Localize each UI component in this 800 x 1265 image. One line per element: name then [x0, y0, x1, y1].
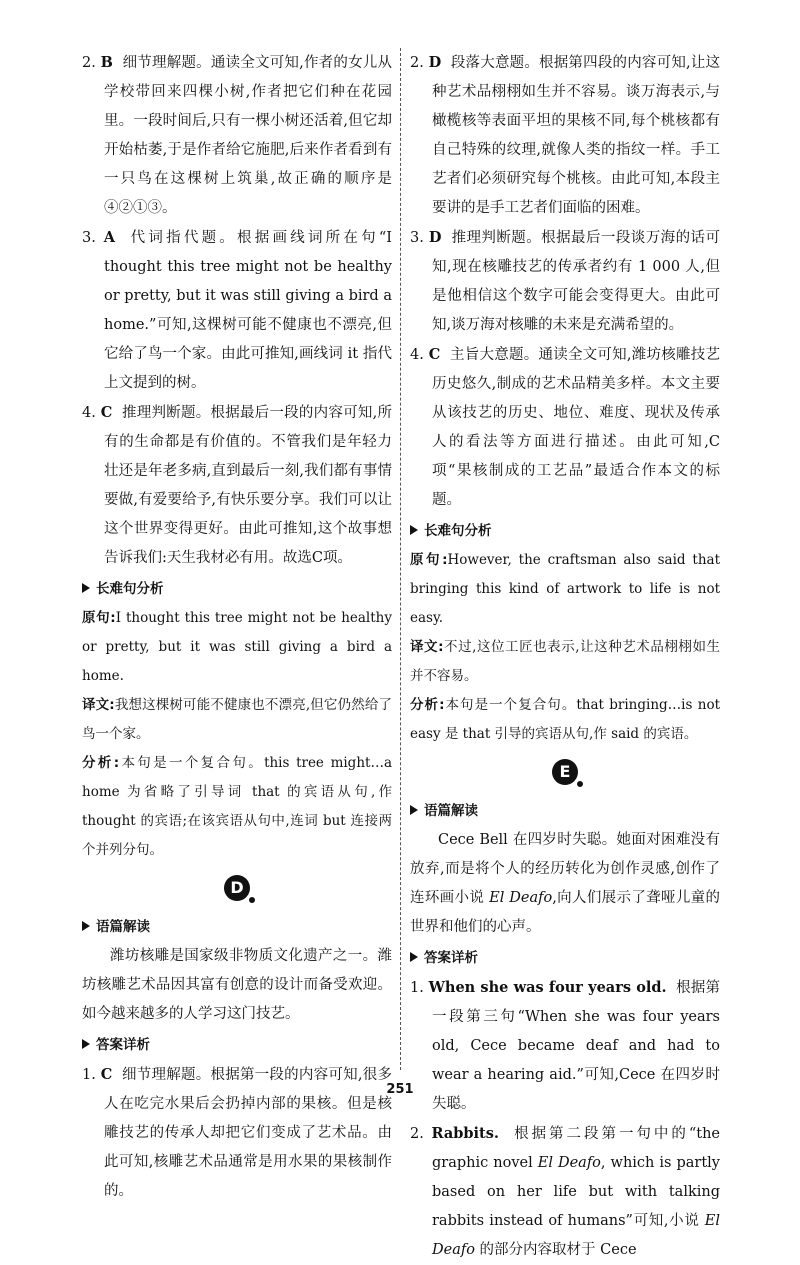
original-sentence: 原句:However, the craftsman also said that bringing this kind of artwork to life is not easy.: [410, 552, 720, 626]
answer-item: 1. C 细节理解题。根据第一段的内容可知,很多人在吃完水果后会扔掉内部的果核。但是核雕技艺的传承人却把它们变成了艺术品。由此可知,核雕艺术品通常是用水果的果核制作的。: [82, 1066, 393, 1199]
translation: 译文:不过,这位工匠也表示,让这种艺术品栩栩如生并不容易。: [410, 639, 720, 684]
column-divider: [400, 48, 401, 1070]
triangle-bullet-icon: [82, 1039, 90, 1049]
answer-item: 3. A 代词指代题。根据画线词所在句“I thought this tree might not be healthy or pretty, but it was still giving a bird a home.”可知,这棵树可能不健康也不漂亮,但它给了鸟一个家。由此可推知,画线词 it 指代上文提到的树。: [82, 229, 393, 391]
section-heading: 语篇解读: [82, 913, 392, 942]
triangle-bullet-icon: [410, 952, 418, 962]
sentence-analysis: 分析:本句是一个复合句。that bringing…is not easy 是 that 引导的宾语从句,作 said 的宾语。: [410, 697, 720, 742]
answer-item: 2. B 细节理解题。通读全文可知,作者的女儿从学校带回来四棵小树,作者把它们种在花园里。一段时间后,只有一棵小树还活着,但它却开始枯萎,于是作者给它施肥,后来作者看到有一只鸟在这棵树上筑巢,故正确的顺序是④②①③。: [82, 54, 393, 216]
passage-marker: [410, 749, 720, 795]
answer-item: 1. When she was four years old. 根据第一段第三句“When she was four years old, Cece became deaf and had to wear a hearing aid.”可知,Cece 在四岁时失聪。: [410, 979, 720, 1112]
answer-item: 2. D 段落大意题。根据第四段的内容可知,让这种艺术品栩栩如生并不容易。谈万海表示,与橄榄核等表面平坦的果核不同,每个桃核都有自己特殊的纹理,就像人类的指纹一样。手工艺者们必须研究每个桃核。由此可知,本段主要讲的是手工艺者们面临的困难。: [410, 54, 721, 216]
answer-item: 3. D 推理判断题。根据最后一段谈万海的话可知,现在核雕技艺的传承者约有 1 000 人,但是他相信这个数字可能会变得更大。由此可知,谈万海对核雕的未来是充满希望的。: [410, 229, 720, 333]
triangle-bullet-icon: [410, 525, 418, 535]
passage-badge-d: D: [224, 875, 250, 901]
section-heading: 长难句分析: [410, 517, 720, 546]
answer-item: 4. C 主旨大意题。通读全文可知,潍坊核雕技艺历史悠久,制成的艺术品精美多样。本文主要从该技艺的历史、地位、难度、现状及传承人的看法等方面进行描述。由此可知,C 项“果核制成的工艺品”最适合作本文的标题。: [410, 346, 721, 508]
original-sentence: 原句:I thought this tree might not be healthy or pretty, but it was still giving a bird a home.: [82, 610, 392, 684]
answer-item: 2. Rabbits. 根据第二段第一句中的“the graphic novel El Deafo, which is partly based on her life but with talking rabbits instead of humans”可知,小说 El Deafo 的部分内容取材于 Cece: [410, 1125, 720, 1258]
left-column: [82, 48, 392, 1206]
triangle-bullet-icon: [410, 805, 418, 815]
section-heading: 答案详析: [82, 1031, 392, 1060]
section-heading: 答案详析: [410, 944, 720, 973]
passage-marker: [82, 865, 392, 911]
sentence-analysis: 分析:本句是一个复合句。this tree might…a home 为省略了引导词 that 的宾语从句,作 thought 的宾语;在该宾语从句中,连词 but 连接两个并列分句。: [82, 755, 392, 858]
passage-badge-e: E: [552, 759, 578, 785]
page-number: 251: [386, 1082, 414, 1097]
section-heading: 语篇解读: [410, 797, 720, 826]
passage-summary: 潍坊核雕是国家级非物质文化遗产之一。潍坊核雕艺术品因其富有创意的设计而备受欢迎。如今越来越多的人学习这门技艺。: [82, 948, 392, 1022]
section-heading: 长难句分析: [82, 575, 392, 604]
translation: 译文:我想这棵树可能不健康也不漂亮,但它仍然给了鸟一个家。: [82, 697, 392, 742]
passage-summary: Cece Bell 在四岁时失聪。她面对困难没有放弃,而是将个人的经历转化为创作灵感,创作了连环画小说 El Deafo,向人们展示了聋哑儿童的世界和他们的心声。: [410, 832, 721, 935]
triangle-bullet-icon: [82, 921, 90, 931]
triangle-bullet-icon: [82, 583, 90, 593]
answer-item: 4. C 推理判断题。根据最后一段的内容可知,所有的生命都是有价值的。不管我们是年轻力壮还是年老多病,直到最后一刻,我们都有事情要做,有爱要给予,有快乐要分享。我们可以让这个世界变得更好。由此可推知,这个故事想告诉我们:天生我材必有用。故选C项。: [82, 404, 393, 566]
